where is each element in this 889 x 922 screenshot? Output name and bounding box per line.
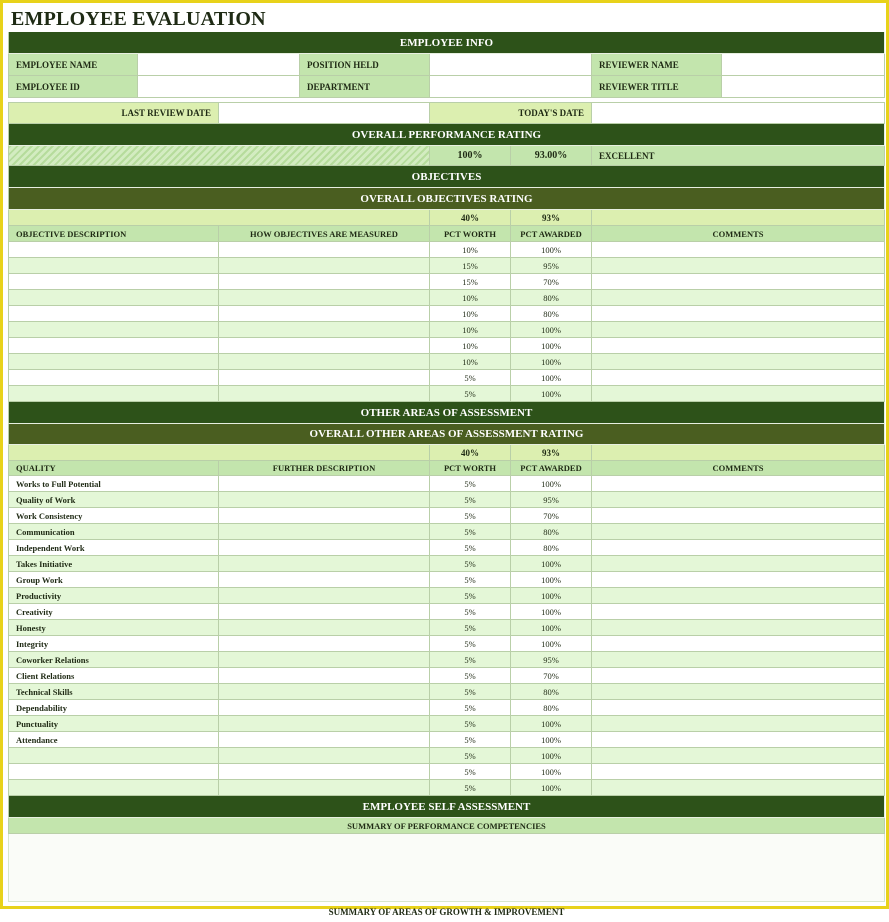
other-areas-subheader: OVERALL OTHER AREAS OF ASSESSMENT RATING: [8, 424, 885, 445]
objective-comments-cell[interactable]: [592, 242, 885, 258]
objective-measured-header: HOW OBJECTIVES ARE MEASURED: [219, 226, 430, 242]
further-description-cell[interactable]: [219, 508, 430, 524]
other-worth-cell[interactable]: 5%: [430, 556, 511, 572]
objective-measured-cell[interactable]: [219, 242, 430, 258]
objective-description-cell[interactable]: [8, 274, 219, 290]
employee-info-header: EMPLOYEE INFO: [8, 32, 885, 54]
quality-cell[interactable]: Attendance: [8, 732, 219, 748]
overall-performance-awarded: 93.00%: [511, 146, 592, 166]
table-row: [8, 620, 885, 636]
other-areas-header: OTHER AREAS OF ASSESSMENT: [8, 402, 885, 424]
last-review-date-label: LAST REVIEW DATE: [8, 102, 219, 124]
other-comments-cell[interactable]: [592, 764, 885, 780]
objective-worth-cell[interactable]: 15%: [430, 258, 511, 274]
objective-awarded-cell[interactable]: 80%: [511, 290, 592, 306]
quality-cell[interactable]: Productivity: [8, 588, 219, 604]
other-awarded-cell[interactable]: 95%: [511, 652, 592, 668]
other-awarded-cell[interactable]: 70%: [511, 668, 592, 684]
quality-cell[interactable]: [8, 780, 219, 796]
overall-performance-header-row: [8, 124, 885, 146]
objective-description-cell[interactable]: [8, 290, 219, 306]
other-comments-cell[interactable]: [592, 492, 885, 508]
quality-cell[interactable]: Coworker Relations: [8, 652, 219, 668]
other-worth-cell[interactable]: 5%: [430, 588, 511, 604]
objective-comments-cell[interactable]: [592, 322, 885, 338]
other-areas-total-worth: 40%: [430, 445, 511, 461]
self-assessment-header: EMPLOYEE SELF ASSESSMENT: [8, 796, 885, 818]
objectives-total-worth: 40%: [430, 210, 511, 226]
other-worth-cell[interactable]: 5%: [430, 540, 511, 556]
other-worth-cell[interactable]: 5%: [430, 572, 511, 588]
objectives-totals-comments-spacer: [592, 210, 885, 226]
objective-worth-cell[interactable]: 10%: [430, 242, 511, 258]
objective-awarded-cell[interactable]: 100%: [511, 354, 592, 370]
table-row: [8, 780, 885, 796]
other-awarded-cell[interactable]: 95%: [511, 492, 592, 508]
objective-worth-cell[interactable]: 10%: [430, 306, 511, 322]
other-comments-cell[interactable]: [592, 700, 885, 716]
objectives-totals-row: [8, 210, 885, 226]
quality-cell[interactable]: Work Consistency: [8, 508, 219, 524]
table-row: [8, 572, 885, 588]
further-description-cell[interactable]: [219, 524, 430, 540]
objective-comments-cell[interactable]: [592, 354, 885, 370]
further-description-cell[interactable]: [219, 700, 430, 716]
objective-description-cell[interactable]: [8, 338, 219, 354]
objective-comments-cell[interactable]: [592, 386, 885, 402]
other-comments-cell[interactable]: [592, 604, 885, 620]
quality-cell[interactable]: Integrity: [8, 636, 219, 652]
table-row: [8, 716, 885, 732]
employee-name-label: EMPLOYEE NAME: [8, 54, 138, 76]
quality-cell[interactable]: Independent Work: [8, 540, 219, 556]
other-areas-totals-comments-spacer: [592, 445, 885, 461]
table-row: [8, 322, 885, 338]
summary-competencies-label: SUMMARY OF PERFORMANCE COMPETENCIES: [8, 818, 885, 834]
quality-cell[interactable]: Group Work: [8, 572, 219, 588]
other-awarded-cell[interactable]: 100%: [511, 620, 592, 636]
objective-measured-cell[interactable]: [219, 258, 430, 274]
objective-measured-cell[interactable]: [219, 290, 430, 306]
department-label: DEPARTMENT: [300, 76, 430, 98]
other-worth-cell[interactable]: 5%: [430, 524, 511, 540]
other-awarded-cell[interactable]: 100%: [511, 716, 592, 732]
objective-comments-cell[interactable]: [592, 370, 885, 386]
other-worth-cell[interactable]: 5%: [430, 748, 511, 764]
table-row: [8, 338, 885, 354]
other-worth-cell[interactable]: 5%: [430, 764, 511, 780]
other-worth-cell[interactable]: 5%: [430, 476, 511, 492]
objective-awarded-cell[interactable]: 100%: [511, 370, 592, 386]
other-areas-total-awarded: 93%: [511, 445, 592, 461]
other-comments-cell[interactable]: [592, 652, 885, 668]
other-worth-cell[interactable]: 5%: [430, 732, 511, 748]
other-comments-cell[interactable]: [592, 556, 885, 572]
objectives-subheader-row: [8, 188, 885, 210]
other-comments-cell[interactable]: [592, 476, 885, 492]
objective-description-cell[interactable]: [8, 306, 219, 322]
further-description-cell[interactable]: [219, 588, 430, 604]
table-row: [8, 386, 885, 402]
employee-id-field[interactable]: [138, 76, 300, 98]
other-awarded-cell[interactable]: 100%: [511, 780, 592, 796]
other-comments-cell[interactable]: [592, 588, 885, 604]
quality-cell[interactable]: [8, 748, 219, 764]
objective-description-cell[interactable]: [8, 258, 219, 274]
other-areas-totals-spacer: [8, 445, 430, 461]
department-field[interactable]: [430, 76, 592, 98]
further-description-cell[interactable]: [219, 764, 430, 780]
employee-info-header-row: [8, 32, 885, 54]
table-row: [8, 242, 885, 258]
table-row: [8, 588, 885, 604]
other-awarded-cell[interactable]: 80%: [511, 700, 592, 716]
objective-comments-cell[interactable]: [592, 306, 885, 322]
table-row: [8, 732, 885, 748]
objective-worth-header: PCT WORTH: [430, 226, 511, 242]
other-awarded-cell[interactable]: 100%: [511, 748, 592, 764]
objectives-header: OBJECTIVES: [8, 166, 885, 188]
further-description-cell[interactable]: [219, 556, 430, 572]
objective-measured-cell[interactable]: [219, 322, 430, 338]
table-row: [8, 748, 885, 764]
reviewer-name-field[interactable]: [722, 54, 885, 76]
other-worth-cell[interactable]: 5%: [430, 620, 511, 636]
other-awarded-cell[interactable]: 100%: [511, 572, 592, 588]
quality-cell[interactable]: Client Relations: [8, 668, 219, 684]
further-description-cell[interactable]: [219, 620, 430, 636]
other-awarded-cell[interactable]: 80%: [511, 540, 592, 556]
further-description-cell[interactable]: [219, 780, 430, 796]
other-comments-cell[interactable]: [592, 508, 885, 524]
objectives-table-body: [8, 242, 885, 402]
objectives-total-awarded: 93%: [511, 210, 592, 226]
quality-cell[interactable]: Creativity: [8, 604, 219, 620]
objective-worth-cell[interactable]: 10%: [430, 290, 511, 306]
table-row: [8, 492, 885, 508]
further-description-cell[interactable]: [219, 492, 430, 508]
self-assessment-header-row: [8, 796, 885, 818]
objective-measured-cell[interactable]: [219, 370, 430, 386]
objective-worth-cell[interactable]: 5%: [430, 386, 511, 402]
objective-awarded-cell[interactable]: 100%: [511, 338, 592, 354]
position-held-label: POSITION HELD: [300, 54, 430, 76]
objective-worth-cell[interactable]: 15%: [430, 274, 511, 290]
position-held-field[interactable]: [430, 54, 592, 76]
overall-performance-header: OVERALL PERFORMANCE RATING: [8, 124, 885, 146]
further-description-header: FURTHER DESCRIPTION: [219, 461, 430, 476]
competencies-label-row: [8, 818, 885, 834]
further-description-cell[interactable]: [219, 684, 430, 700]
objective-worth-cell[interactable]: 10%: [430, 322, 511, 338]
quality-cell[interactable]: Honesty: [8, 620, 219, 636]
objective-comments-header: COMMENTS: [592, 226, 885, 242]
objective-measured-cell[interactable]: [219, 274, 430, 290]
reviewer-name-label: REVIEWER NAME: [592, 54, 722, 76]
table-row: [8, 684, 885, 700]
further-description-cell[interactable]: [219, 572, 430, 588]
table-row: [8, 540, 885, 556]
table-row: [8, 306, 885, 322]
quality-header: QUALITY: [8, 461, 219, 476]
objective-awarded-cell[interactable]: 80%: [511, 306, 592, 322]
summary-competencies-field[interactable]: [8, 834, 885, 902]
objective-measured-cell[interactable]: [219, 354, 430, 370]
objective-measured-cell[interactable]: [219, 386, 430, 402]
other-awarded-cell[interactable]: 100%: [511, 476, 592, 492]
other-comments-cell[interactable]: [592, 540, 885, 556]
other-comments-cell[interactable]: [592, 572, 885, 588]
objective-awarded-cell[interactable]: 100%: [511, 242, 592, 258]
objectives-column-headers: [8, 226, 885, 242]
other-comments-cell[interactable]: [592, 716, 885, 732]
objective-comments-cell[interactable]: [592, 338, 885, 354]
table-row: [8, 258, 885, 274]
further-description-cell[interactable]: [219, 476, 430, 492]
other-worth-header: PCT WORTH: [430, 461, 511, 476]
objective-description-cell[interactable]: [8, 242, 219, 258]
objective-measured-cell[interactable]: [219, 338, 430, 354]
objective-description-cell[interactable]: [8, 354, 219, 370]
review-dates-row: [8, 102, 885, 124]
table-row: [8, 636, 885, 652]
employee-info-row-1: [8, 54, 885, 76]
further-description-cell[interactable]: [219, 732, 430, 748]
table-row: [8, 556, 885, 572]
further-description-cell[interactable]: [219, 652, 430, 668]
other-comments-header: COMMENTS: [592, 461, 885, 476]
other-worth-cell[interactable]: 5%: [430, 716, 511, 732]
other-comments-cell[interactable]: [592, 732, 885, 748]
other-awarded-cell[interactable]: 100%: [511, 604, 592, 620]
quality-cell[interactable]: Takes Initiative: [8, 556, 219, 572]
table-row: [8, 700, 885, 716]
quality-cell[interactable]: Communication: [8, 524, 219, 540]
objectives-totals-spacer: [8, 210, 430, 226]
evaluation-sheet: [8, 32, 885, 917]
objective-worth-cell[interactable]: 5%: [430, 370, 511, 386]
quality-cell[interactable]: Punctuality: [8, 716, 219, 732]
table-row: [8, 290, 885, 306]
summary-growth-label: SUMMARY OF AREAS OF GROWTH & IMPROVEMENT: [328, 907, 565, 917]
overall-performance-worth: 100%: [430, 146, 511, 166]
further-description-cell[interactable]: [219, 716, 430, 732]
table-row: [8, 524, 885, 540]
other-comments-cell[interactable]: [592, 636, 885, 652]
reviewer-title-field[interactable]: [722, 76, 885, 98]
employee-id-label: EMPLOYEE ID: [8, 76, 138, 98]
todays-date-field[interactable]: [592, 102, 885, 124]
other-worth-cell[interactable]: 5%: [430, 636, 511, 652]
other-areas-column-headers: [8, 461, 885, 476]
table-row: [8, 652, 885, 668]
objective-awarded-cell[interactable]: 100%: [511, 322, 592, 338]
objective-description-cell[interactable]: [8, 386, 219, 402]
other-awarded-cell[interactable]: 100%: [511, 636, 592, 652]
quality-cell[interactable]: Quality of Work: [8, 492, 219, 508]
todays-date-label: TODAY'S DATE: [430, 102, 592, 124]
objective-awarded-cell[interactable]: 100%: [511, 386, 592, 402]
overall-performance-spacer: [8, 146, 430, 166]
objective-comments-cell[interactable]: [592, 274, 885, 290]
other-worth-cell[interactable]: 5%: [430, 492, 511, 508]
other-areas-header-row: [8, 402, 885, 424]
other-areas-totals-row: [8, 445, 885, 461]
other-worth-cell[interactable]: 5%: [430, 684, 511, 700]
objective-awarded-header: PCT AWARDED: [511, 226, 592, 242]
table-row: [8, 476, 885, 492]
other-worth-cell[interactable]: 5%: [430, 700, 511, 716]
quality-cell[interactable]: Works to Full Potential: [8, 476, 219, 492]
other-comments-cell[interactable]: [592, 684, 885, 700]
table-row: [8, 508, 885, 524]
objective-comments-cell[interactable]: [592, 290, 885, 306]
further-description-cell[interactable]: [219, 748, 430, 764]
objectives-header-row: [8, 166, 885, 188]
objective-comments-cell[interactable]: [592, 258, 885, 274]
other-awarded-cell[interactable]: 100%: [511, 732, 592, 748]
other-awarded-cell[interactable]: 100%: [511, 588, 592, 604]
objective-awarded-cell[interactable]: 95%: [511, 258, 592, 274]
objective-awarded-cell[interactable]: 70%: [511, 274, 592, 290]
quality-cell[interactable]: Technical Skills: [8, 684, 219, 700]
other-awarded-cell[interactable]: 70%: [511, 508, 592, 524]
other-comments-cell[interactable]: [592, 780, 885, 796]
overall-performance-row: [8, 146, 885, 166]
employee-info-row-2: [8, 76, 885, 98]
other-awarded-cell[interactable]: 80%: [511, 524, 592, 540]
other-worth-cell[interactable]: 5%: [430, 508, 511, 524]
other-areas-subheader-row: [8, 424, 885, 445]
objective-description-cell[interactable]: [8, 370, 219, 386]
other-comments-cell[interactable]: [592, 668, 885, 684]
other-worth-cell[interactable]: 5%: [430, 604, 511, 620]
further-description-cell[interactable]: [219, 668, 430, 684]
objectives-subheader: OVERALL OBJECTIVES RATING: [8, 188, 885, 210]
table-row: [8, 354, 885, 370]
table-row: [8, 604, 885, 620]
quality-cell[interactable]: [8, 764, 219, 780]
objective-description-cell[interactable]: [8, 322, 219, 338]
other-comments-cell[interactable]: [592, 620, 885, 636]
further-description-cell[interactable]: [219, 540, 430, 556]
other-comments-cell[interactable]: [592, 748, 885, 764]
further-description-cell[interactable]: [219, 604, 430, 620]
quality-cell[interactable]: Dependability: [8, 700, 219, 716]
employee-name-field[interactable]: [138, 54, 300, 76]
other-awarded-cell[interactable]: 80%: [511, 684, 592, 700]
other-areas-table-body: [8, 476, 885, 796]
other-awarded-header: PCT AWARDED: [511, 461, 592, 476]
table-row: [8, 764, 885, 780]
page-title: EMPLOYEE EVALUATION: [11, 8, 266, 30]
table-row: [8, 370, 885, 386]
overall-performance-rating: EXCELLENT: [592, 146, 885, 166]
table-row: [8, 668, 885, 684]
objective-worth-cell[interactable]: 10%: [430, 354, 511, 370]
other-worth-cell[interactable]: 5%: [430, 668, 511, 684]
other-comments-cell[interactable]: [592, 524, 885, 540]
other-worth-cell[interactable]: 5%: [430, 652, 511, 668]
objective-description-header: OBJECTIVE DESCRIPTION: [8, 226, 219, 242]
objective-worth-cell[interactable]: 10%: [430, 338, 511, 354]
table-row: [8, 274, 885, 290]
further-description-cell[interactable]: [219, 636, 430, 652]
other-worth-cell[interactable]: 5%: [430, 780, 511, 796]
objective-measured-cell[interactable]: [219, 306, 430, 322]
other-awarded-cell[interactable]: 100%: [511, 556, 592, 572]
last-review-date-field[interactable]: [219, 102, 430, 124]
reviewer-title-label: REVIEWER TITLE: [592, 76, 722, 98]
other-awarded-cell[interactable]: 100%: [511, 764, 592, 780]
